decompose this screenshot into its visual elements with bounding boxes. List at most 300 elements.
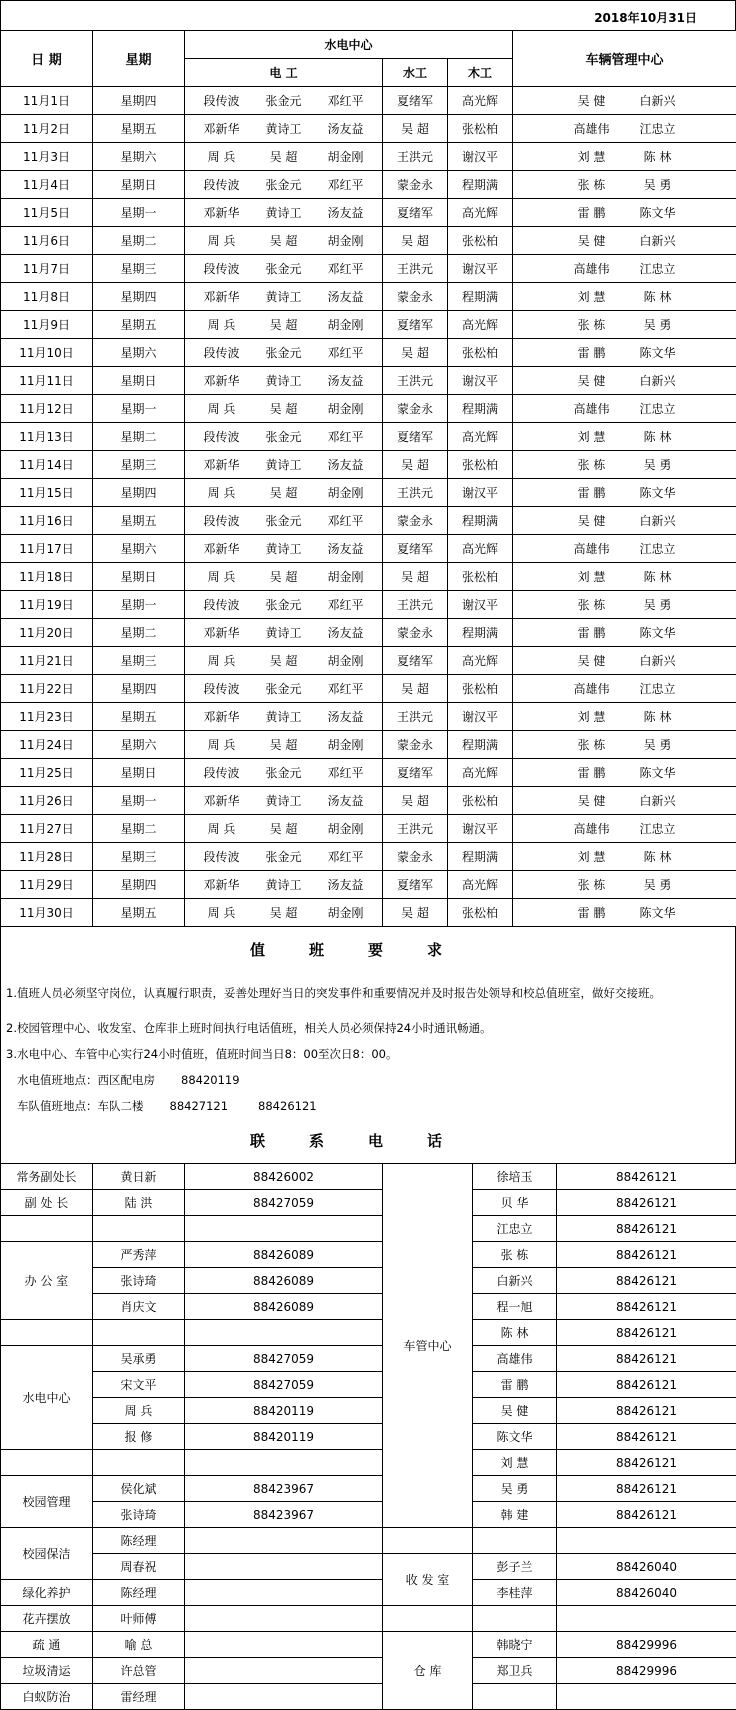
row-vehicle-2: 陈文华 [625,624,691,641]
cell-carpenter [448,787,513,815]
schedule-row [1,283,736,311]
cell-plumber [383,899,448,927]
cell-date [1,423,93,451]
row-vehicle-2: 白新兴 [625,92,691,109]
contacts-table [0,1163,736,1710]
contact-phone: 88426121 [557,1242,736,1268]
cell-weekday [93,787,185,815]
water-duty-location-label: 水电值班地点：西区配电房 [17,1073,155,1087]
document-date: 2018年10月31日 [594,9,697,26]
row-vehicle-2: 陈文华 [625,764,691,781]
row-carpenter: 程期满 [462,514,498,528]
row-plumber: 蒙金永 [397,626,433,640]
cell-carpenter [448,227,513,255]
cell-vehicle [513,591,736,619]
row-date: 11月7日 [23,262,70,276]
header-water-power-center: 水电中心 [185,31,513,59]
cell-vehicle [513,451,736,479]
row-electrician-1: 段传波 [191,428,253,445]
contact-name: 吴 健 [473,1398,557,1424]
row-electrician-1: 段传波 [191,596,253,613]
contact-name: 陈文华 [473,1424,557,1450]
contacts-title: 联系电话 [0,1119,736,1163]
cell-vehicle [513,227,736,255]
row-electrician-3: 邓红平 [315,92,377,109]
cell-electricians [185,759,383,787]
contact-phone: 88427059 [185,1190,383,1216]
cell-date [1,451,93,479]
row-carpenter: 程期满 [462,738,498,752]
cell-date [1,871,93,899]
row-electrician-3: 汤友益 [315,624,377,641]
schedule-row [1,171,736,199]
row-electrician-3: 邓红平 [315,680,377,697]
contact-blank [93,1320,185,1346]
row-weekday: 星期五 [120,514,156,528]
row-electrician-3: 邓红平 [315,428,377,445]
cell-weekday [93,87,185,115]
row-vehicle-1: 高雄伟 [559,120,625,137]
row-vehicle-2: 吴 勇 [625,736,691,753]
contact-phone [185,1580,383,1606]
header-date: 日 期 [1,31,93,87]
row-electrician-2: 黄诗工 [253,876,315,893]
contact-name: 程一旭 [473,1294,557,1320]
cell-electricians [185,703,383,731]
row-electrician-3: 汤友益 [315,876,377,893]
cell-carpenter [448,591,513,619]
cell-electricians [185,535,383,563]
row-weekday: 星期二 [120,430,156,444]
contact-name: 白新兴 [473,1268,557,1294]
row-vehicle-2: 陈文华 [625,344,691,361]
row-date: 11月25日 [19,766,74,780]
row-electrician-3: 邓红平 [315,260,377,277]
row-weekday: 星期六 [120,346,156,360]
contact-row [1,1346,736,1372]
cell-electricians [185,115,383,143]
row-electrician-2: 吴 超 [253,820,315,837]
cell-vehicle [513,339,736,367]
cell-carpenter [448,339,513,367]
row-electrician-3: 胡金刚 [315,736,377,753]
cell-date [1,507,93,535]
row-weekday: 星期三 [120,850,156,864]
contact-name: 吴 勇 [473,1476,557,1502]
cell-electricians [185,591,383,619]
row-date: 11月18日 [19,570,74,584]
cell-vehicle [513,731,736,759]
contact-phone: 88426040 [557,1554,736,1580]
row-vehicle-2: 吴 勇 [625,176,691,193]
row-carpenter: 谢汉平 [462,486,498,500]
cell-plumber [383,423,448,451]
cell-electricians [185,283,383,311]
contact-name: 雷 鹏 [473,1372,557,1398]
row-electrician-1: 段传波 [191,680,253,697]
contact-name: 刘 慧 [473,1450,557,1476]
row-vehicle-2: 吴 勇 [625,456,691,473]
cell-electricians [185,451,383,479]
row-weekday: 星期日 [120,570,156,584]
cell-carpenter [448,367,513,395]
cell-vehicle [513,787,736,815]
contact-blank [93,1450,185,1476]
cell-vehicle [513,171,736,199]
contact-name: 张 栋 [473,1242,557,1268]
cell-electricians [185,255,383,283]
row-vehicle-1: 张 栋 [559,736,625,753]
row-vehicle-1: 张 栋 [559,876,625,893]
cell-plumber [383,871,448,899]
contact-phone: 88426121 [557,1294,736,1320]
row-weekday: 星期一 [120,402,156,416]
contact-name: 报 修 [93,1424,185,1450]
cell-vehicle [513,479,736,507]
row-electrician-1: 周 兵 [191,736,253,753]
cell-plumber [383,115,448,143]
row-carpenter: 程期满 [462,850,498,864]
row-vehicle-2: 陈 林 [625,848,691,865]
row-plumber: 吴 超 [401,794,429,808]
row-electrician-1: 段传波 [191,512,253,529]
cell-date [1,115,93,143]
cell-carpenter [448,115,513,143]
row-vehicle-1: 吴 健 [559,512,625,529]
row-vehicle-1: 刘 慧 [559,848,625,865]
row-vehicle-1: 吴 健 [559,372,625,389]
row-date: 11月6日 [23,234,70,248]
date-bar [0,0,736,30]
contact-name: 宋文平 [93,1372,185,1398]
row-electrician-1: 邓新华 [191,372,253,389]
contact-dept-water-center: 水电中心 [1,1346,93,1450]
cell-carpenter [448,843,513,871]
contact-title: 副 处 长 [1,1190,93,1216]
contact-phone: 88426002 [185,1164,383,1190]
schedule-row [1,507,736,535]
row-electrician-1: 周 兵 [191,232,253,249]
row-vehicle-1: 雷 鹏 [559,624,625,641]
cell-date [1,171,93,199]
contact-phone: 88426121 [557,1268,736,1294]
contact-phone: 88426121 [557,1216,736,1242]
contact-phone: 88426121 [557,1164,736,1190]
contact-phone: 88426121 [557,1346,736,1372]
row-date: 11月19日 [19,598,74,612]
contact-row [1,1450,736,1476]
cell-plumber [383,507,448,535]
cell-electricians [185,87,383,115]
cell-vehicle [513,143,736,171]
contact-name: 郑卫兵 [473,1658,557,1684]
cell-date [1,283,93,311]
row-electrician-2: 黄诗工 [253,540,315,557]
contact-name: 彭子兰 [473,1554,557,1580]
row-carpenter: 高光辉 [462,206,498,220]
row-electrician-3: 胡金刚 [315,148,377,165]
row-vehicle-2: 江忠立 [625,400,691,417]
cell-weekday [93,647,185,675]
row-electrician-2: 黄诗工 [253,288,315,305]
cell-weekday [93,283,185,311]
contact-phone: 88426121 [557,1450,736,1476]
contact-blank [557,1684,736,1710]
contact-name: 陈经理 [93,1528,185,1554]
row-vehicle-2: 白新兴 [625,652,691,669]
schedule-row [1,619,736,647]
schedule-row [1,703,736,731]
cell-weekday [93,115,185,143]
cell-date [1,143,93,171]
row-plumber: 吴 超 [401,570,429,584]
contact-row [1,1658,736,1684]
row-electrician-3: 汤友益 [315,792,377,809]
contact-blank [185,1216,383,1242]
contact-phone: 88426121 [557,1502,736,1528]
contact-phone: 88427059 [185,1372,383,1398]
row-vehicle-1: 高雄伟 [559,540,625,557]
row-plumber: 王洪元 [397,822,433,836]
cell-carpenter [448,619,513,647]
row-electrician-2: 吴 超 [253,904,315,921]
cell-electricians [185,647,383,675]
row-weekday: 星期日 [120,766,156,780]
row-electrician-3: 邓红平 [315,596,377,613]
schedule-body [1,87,736,927]
row-vehicle-2: 吴 勇 [625,876,691,893]
cell-weekday [93,703,185,731]
cell-date [1,731,93,759]
cell-vehicle [513,87,736,115]
contact-name: 徐培玉 [473,1164,557,1190]
row-electrician-1: 周 兵 [191,652,253,669]
fleet-duty-location [0,1093,736,1119]
schedule-row [1,87,736,115]
water-duty-phone: 88420119 [181,1067,240,1093]
contact-dept-pest: 白蚁防治 [1,1684,93,1710]
contact-row [1,1372,736,1398]
row-electrician-3: 汤友益 [315,204,377,221]
row-vehicle-1: 吴 健 [559,92,625,109]
contact-dept-campus-mgmt: 校园管理 [1,1476,93,1528]
row-carpenter: 程期满 [462,402,498,416]
cell-vehicle [513,367,736,395]
row-date: 11月3日 [23,150,70,164]
cell-plumber [383,619,448,647]
row-weekday: 星期日 [120,374,156,388]
row-electrician-1: 邓新华 [191,540,253,557]
cell-date [1,619,93,647]
contact-title: 常务副处长 [1,1164,93,1190]
contact-row [1,1528,736,1554]
contact-phone: 88426121 [557,1320,736,1346]
contact-name: 许总管 [93,1658,185,1684]
cell-date [1,815,93,843]
contact-phone: 88426121 [557,1476,736,1502]
row-vehicle-2: 江忠立 [625,120,691,137]
cell-electricians [185,563,383,591]
contact-name: 喻 总 [93,1632,185,1658]
schedule-row [1,871,736,899]
cell-weekday [93,255,185,283]
row-carpenter: 谢汉平 [462,598,498,612]
row-vehicle-1: 刘 慧 [559,708,625,725]
row-electrician-2: 张金元 [253,512,315,529]
row-plumber: 蒙金永 [397,402,433,416]
cell-carpenter [448,731,513,759]
row-plumber: 夏绪军 [397,94,433,108]
cell-electricians [185,143,383,171]
cell-weekday [93,563,185,591]
contact-dept-fleet: 车管中心 [383,1164,473,1528]
duty-schedule-table [0,30,736,927]
row-weekday: 星期二 [120,822,156,836]
cell-plumber [383,675,448,703]
contact-row [1,1216,736,1242]
contact-blank [1,1450,93,1476]
row-vehicle-2: 陈 林 [625,428,691,445]
schedule-row [1,899,736,927]
cell-plumber [383,787,448,815]
cell-carpenter [448,283,513,311]
contact-blank [185,1320,383,1346]
row-electrician-3: 胡金刚 [315,484,377,501]
cell-electricians [185,367,383,395]
row-vehicle-2: 陈文华 [625,204,691,221]
cell-vehicle [513,563,736,591]
contact-blank [473,1684,557,1710]
contact-name: 李桂萍 [473,1580,557,1606]
cell-carpenter [448,451,513,479]
schedule-row [1,675,736,703]
contact-phone: 88429996 [557,1658,736,1684]
contact-phone: 88426121 [557,1190,736,1216]
contact-phone: 88426089 [185,1268,383,1294]
cell-electricians [185,199,383,227]
row-electrician-1: 段传波 [191,260,253,277]
row-date: 11月11日 [19,374,74,388]
row-electrician-3: 邓红平 [315,344,377,361]
cell-weekday [93,339,185,367]
row-plumber: 王洪元 [397,486,433,500]
schedule-row [1,759,736,787]
contact-name: 江忠立 [473,1216,557,1242]
row-plumber: 夏绪军 [397,654,433,668]
row-electrician-1: 邓新华 [191,708,253,725]
contact-phone [185,1606,383,1632]
cell-date [1,479,93,507]
cell-vehicle [513,619,736,647]
cell-weekday [93,367,185,395]
row-vehicle-1: 张 栋 [559,316,625,333]
row-carpenter: 张松柏 [462,570,498,584]
row-plumber: 王洪元 [397,374,433,388]
row-date: 11月8日 [23,290,70,304]
cell-weekday [93,535,185,563]
cell-date [1,787,93,815]
row-vehicle-1: 高雄伟 [559,260,625,277]
contact-phone: 88420119 [185,1398,383,1424]
row-vehicle-2: 陈 林 [625,708,691,725]
cell-weekday [93,451,185,479]
cell-date [1,899,93,927]
row-plumber: 王洪元 [397,598,433,612]
cell-plumber [383,227,448,255]
row-electrician-2: 黄诗工 [253,372,315,389]
row-electrician-3: 汤友益 [315,288,377,305]
cell-electricians [185,787,383,815]
contact-blank [557,1528,736,1554]
contact-phone [185,1528,383,1554]
row-date: 11月5日 [23,206,70,220]
cell-plumber [383,199,448,227]
contact-name: 周 兵 [93,1398,185,1424]
row-carpenter: 张松柏 [462,794,498,808]
row-weekday: 星期一 [120,598,156,612]
schedule-row [1,731,736,759]
cell-electricians [185,171,383,199]
cell-plumber [383,143,448,171]
row-electrician-1: 邓新华 [191,288,253,305]
cell-plumber [383,311,448,339]
row-date: 11月30日 [19,906,74,920]
contact-row [1,1190,736,1216]
cell-electricians [185,423,383,451]
contact-blank [383,1606,473,1632]
cell-weekday [93,479,185,507]
schedule-row [1,451,736,479]
cell-date [1,703,93,731]
cell-date [1,395,93,423]
schedule-row [1,395,736,423]
contact-row [1,1632,736,1658]
contact-name: 周春祝 [93,1554,185,1580]
row-vehicle-1: 张 栋 [559,456,625,473]
row-date: 11月28日 [19,850,74,864]
row-weekday: 星期二 [120,234,156,248]
contact-row [1,1684,736,1710]
row-vehicle-1: 高雄伟 [559,680,625,697]
cell-plumber [383,591,448,619]
row-electrician-2: 张金元 [253,848,315,865]
contact-phone: 88423967 [185,1502,383,1528]
row-electrician-3: 胡金刚 [315,316,377,333]
contact-name: 陈 林 [473,1320,557,1346]
cell-vehicle [513,647,736,675]
row-electrician-3: 邓红平 [315,512,377,529]
cell-vehicle [513,871,736,899]
contact-name: 陆 洪 [93,1190,185,1216]
row-electrician-2: 吴 超 [253,484,315,501]
row-electrician-1: 段传波 [191,764,253,781]
cell-vehicle [513,759,736,787]
cell-electricians [185,731,383,759]
cell-vehicle [513,283,736,311]
row-electrician-1: 邓新华 [191,624,253,641]
cell-plumber [383,395,448,423]
cell-weekday [93,199,185,227]
cell-plumber [383,731,448,759]
cell-vehicle [513,815,736,843]
row-vehicle-2: 江忠立 [625,820,691,837]
row-electrician-3: 胡金刚 [315,820,377,837]
row-date: 11月1日 [23,94,70,108]
row-weekday: 星期五 [120,906,156,920]
contact-name: 张诗琦 [93,1502,185,1528]
row-plumber: 蒙金永 [397,178,433,192]
row-carpenter: 高光辉 [462,878,498,892]
